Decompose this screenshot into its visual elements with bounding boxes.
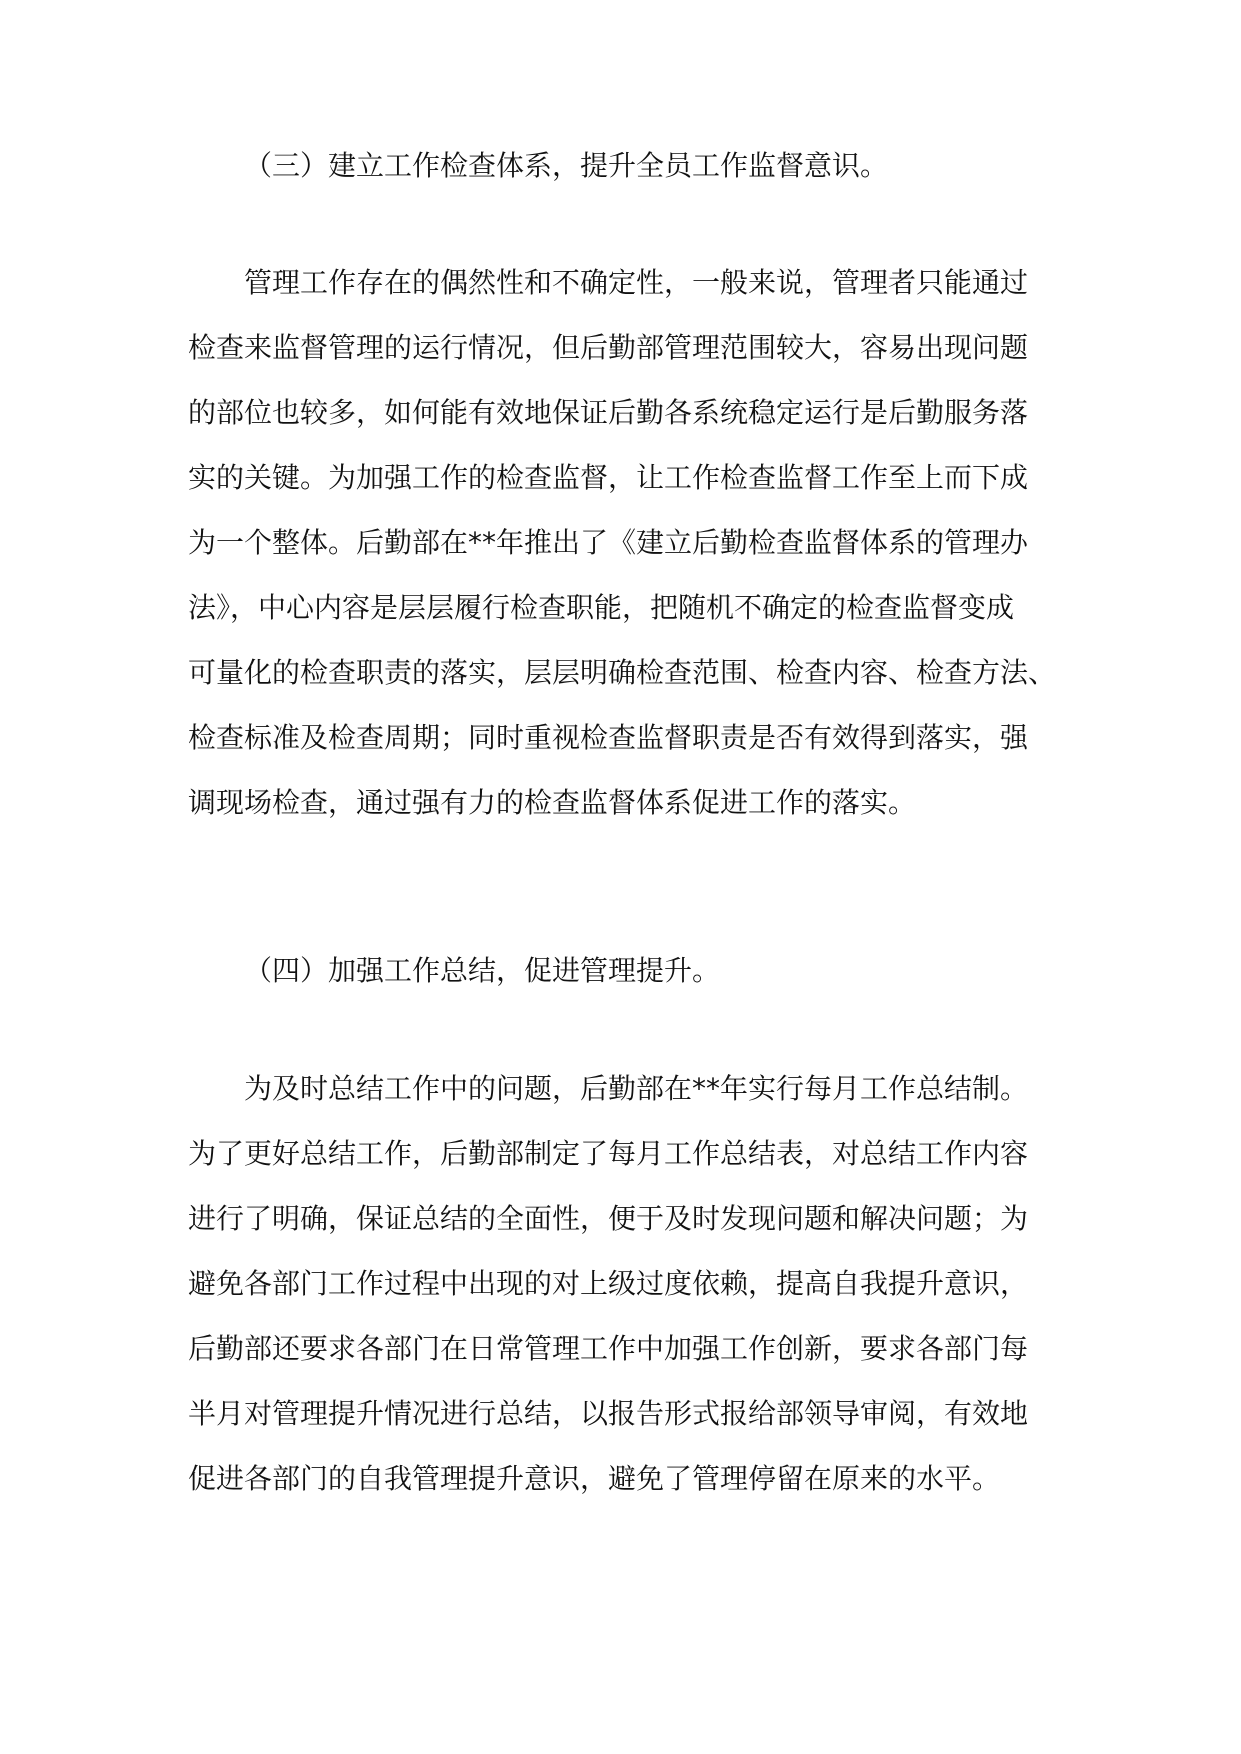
paragraph-line: 半月对管理提升情况进行总结，以报告形式报给部领导审阅，有效地 [188, 1397, 1029, 1430]
paragraph-line: 实的关键。为加强工作的检查监督，让工作检查监督工作至上而下成 [188, 461, 1029, 494]
paragraph-line: 管理工作存在的偶然性和不确定性，一般来说，管理者只能通过 [244, 266, 1029, 299]
paragraph-line: 调现场检查，通过强有力的检查监督体系促进工作的落实。 [188, 786, 917, 819]
paragraph-line: 进行了明确，保证总结的全面性，便于及时发现问题和解决问题；为 [188, 1202, 1029, 1235]
paragraph-line: 检查标准及检查周期；同时重视检查监督职责是否有效得到落实，强 [188, 721, 1029, 754]
paragraph-line: 促进各部门的自我管理提升意识，避免了管理停留在原来的水平。 [188, 1462, 1001, 1495]
paragraph-line: 的部位也较多，如何能有效地保证后勤各系统稳定运行是后勤服务落 [188, 396, 1029, 429]
paragraph-line: 法》，中心内容是层层履行检查职能，把随机不确定的检查监督变成 [188, 591, 1015, 624]
section-4-paragraph [188, 1056, 1058, 1511]
section-3-heading: （三）建立工作检查体系，提升全员工作监督意识。 [244, 149, 889, 182]
paragraph-line: 检查来监督管理的运行情况，但后勤部管理范围较大，容易出现问题 [188, 331, 1029, 364]
paragraph-line: 为了更好总结工作，后勤部制定了每月工作总结表，对总结工作内容 [188, 1137, 1029, 1170]
section-4-heading: （四）加强工作总结，促进管理提升。 [244, 954, 721, 987]
paragraph-line: 可量化的检查职责的落实，层层明确检查范围、检查内容、检查方法、 [188, 656, 1057, 689]
paragraph-line: 后勤部还要求各部门在日常管理工作中加强工作创新，要求各部门每 [188, 1332, 1029, 1365]
section-3-paragraph [188, 250, 1058, 835]
paragraph-line: 为及时总结工作中的问题，后勤部在**年实行每月工作总结制。 [244, 1072, 1029, 1105]
paragraph-line: 为一个整体。后勤部在**年推出了《建立后勤检查监督体系的管理办 [188, 526, 1029, 559]
paragraph-line: 避免各部门工作过程中出现的对上级过度依赖，提高自我提升意识， [188, 1267, 1029, 1300]
